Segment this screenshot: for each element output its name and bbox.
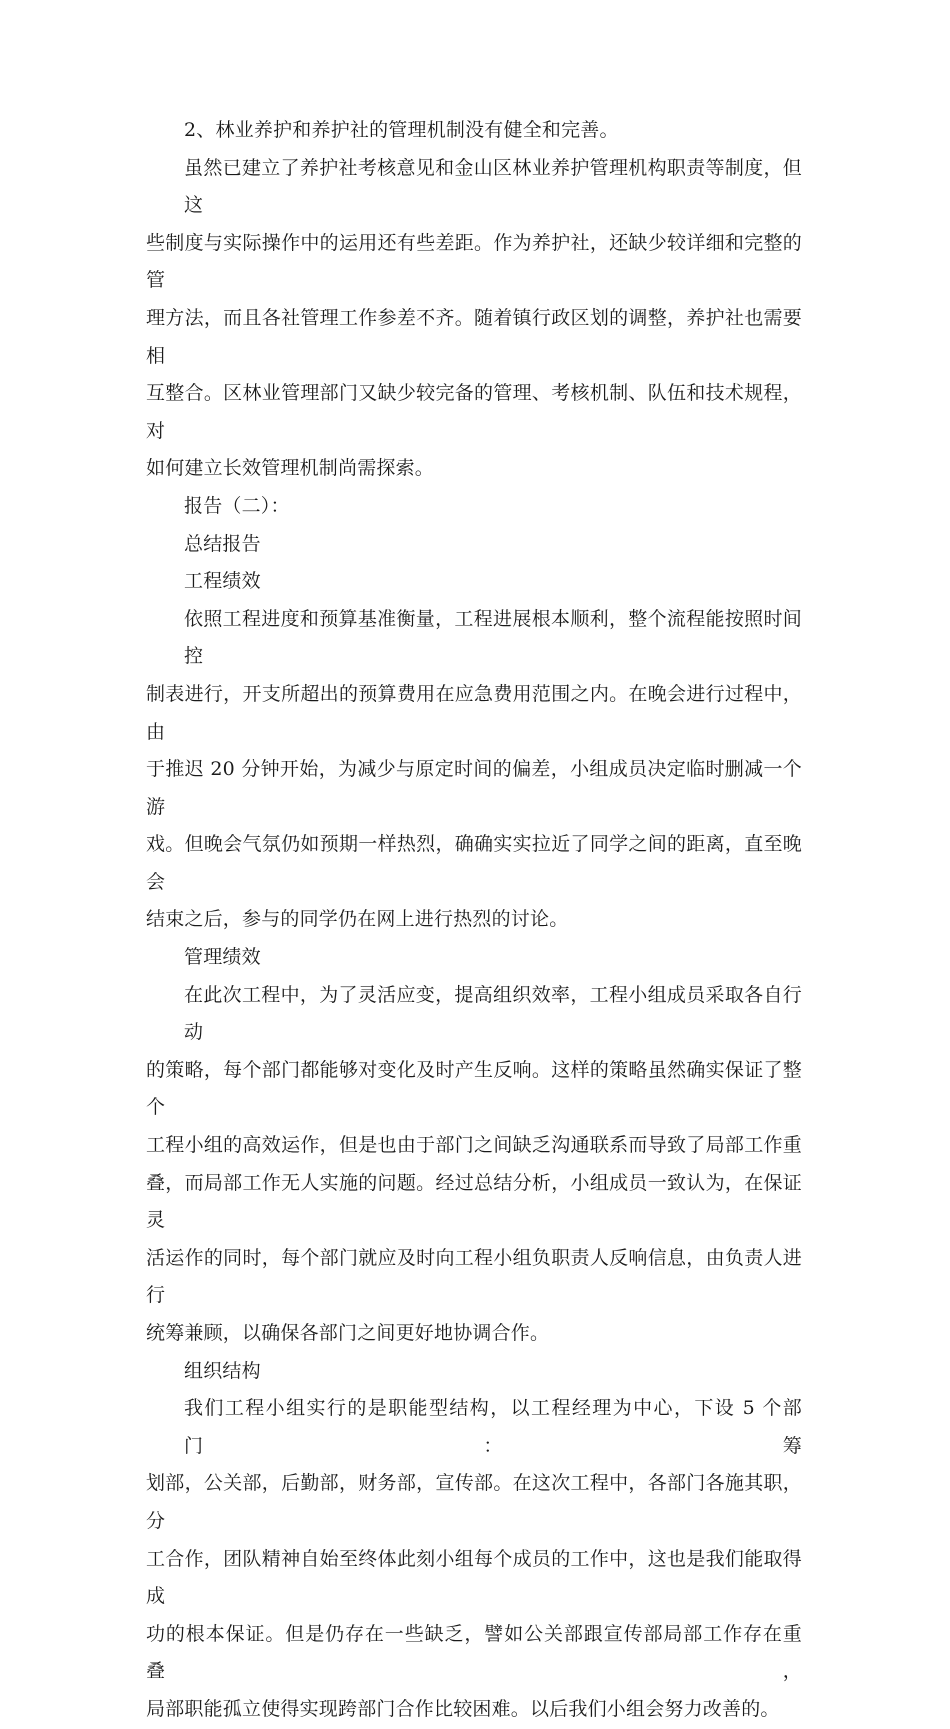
text-line: 局部职能孤立使得实现跨部门合作比较困难。以后我们小组会努力改善的。 [146,1697,780,1720]
text-line: 工合作，团队精神自始至终体此刻小组每个成员的工作中，这也是我们能取得成 [146,1547,802,1608]
text-line: 在此次工程中，为了灵活应变，提高组织效率，工程小组成员采取各自行动 [184,983,802,1044]
text-line: 些制度与实际操作中的运用还有些差距。作为养护社，还缺少较详细和完整的管 [146,231,802,292]
text-line: 互整合。区林业管理部门又缺少较完备的管理、考核机制、队伍和技术规程，对 [146,382,802,442]
text-line: 于推迟 20 分钟开始，为减少与原定时间的偏差，小组成员决定临时删减一个游 [146,758,802,818]
text-line: 划部，公关部，后勤部，财务部，宣传部。在这次工程中，各部门各施其职，分 [146,1472,802,1532]
section-heading: 总结报告 [184,532,261,555]
text-line: 戏。但晚会气氛仍如预期一样热烈，确确实实拉近了同学之间的距离，直至晚会 [146,833,802,893]
text-line: 的策略，每个部门都能够对变化及时产生反响。这样的策略虽然确实保证了整个 [146,1058,802,1119]
text-line: 工程小组的高效运作，但是也由于部门之间缺乏沟通联系而导致了局部工作重 [146,1134,802,1157]
section-heading: 管理绩效 [184,946,261,969]
text-line: 依照工程进度和预算基准衡量，工程进展根本顺利，整个流程能按照时间控 [184,607,802,668]
text-line: 如何建立长效管理机制尚需探索。 [146,457,435,480]
text-line: 功的根本保证。但是仍存在一些缺乏，譬如公关部跟宣传部局部工作存在重叠， [146,1622,802,1683]
section-heading: 报告（二）： [184,494,290,517]
text-line: 制表进行，开支所超出的预算费用在应急费用范围之内。在晚会进行过程中，由 [146,682,802,743]
text-line: 理方法，而且各社管理工作参差不齐。随着镇行政区划的调整，养护社也需要相 [146,306,802,367]
text-line: 虽然已建立了养护社考核意见和金山区林业养护管理机构职责等制度，但这 [184,156,802,217]
document-body [146,112,802,1729]
text-line: 叠，而局部工作无人实施的问题。经过总结分析，小组成员一致认为，在保证灵 [146,1171,802,1232]
section-heading: 组织结构 [184,1359,261,1382]
section-heading: 工程绩效 [184,570,261,593]
text-line: 我们工程小组实行的是职能型结构，以工程经理为中心，下设 5 个部门：筹 [184,1397,802,1457]
text-line: 活运作的同时，每个部门就应及时向工程小组负职责人反响信息，由负责人进行 [146,1246,802,1307]
text-line: 2、林业养护和养护社的管理机制没有健全和完善。 [184,119,619,141]
text-line: 结束之后，参与的同学仍在网上进行热烈的讨论。 [146,908,569,931]
text-line: 统筹兼顾，以确保各部门之间更好地协调合作。 [146,1322,550,1344]
